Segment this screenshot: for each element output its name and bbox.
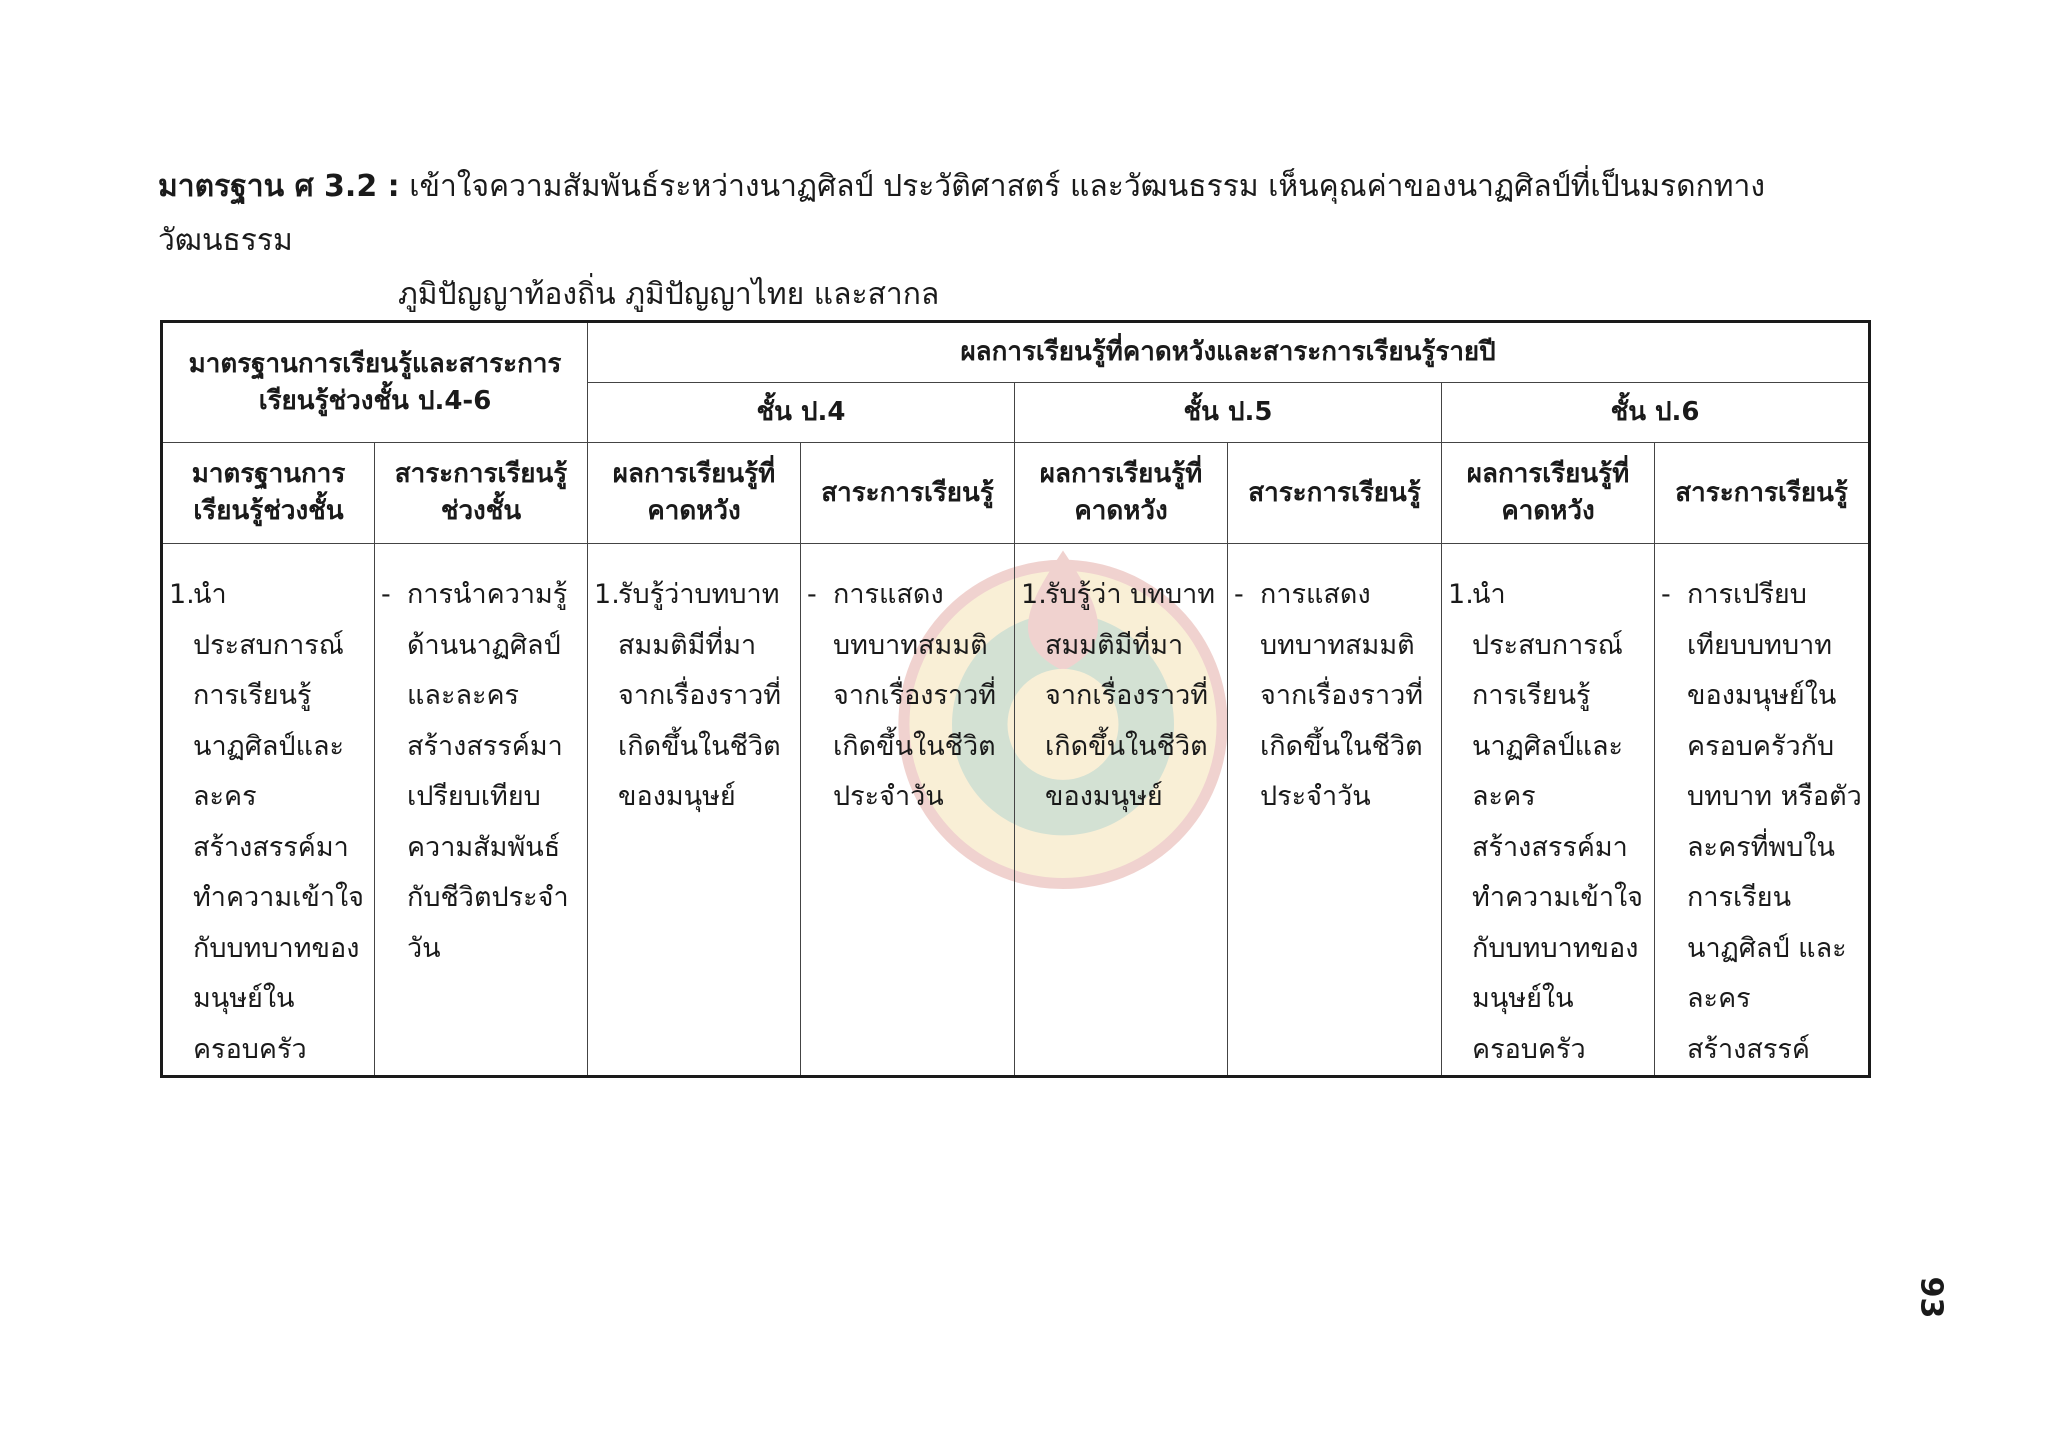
cell-content-p5: - การแสดงบทบาทสมมติจากเรื่องราวที่เกิดขึ้นในชีวิตประจำวัน [1228,544,1442,1077]
cell-range-content: - การนำความรู้ด้านนาฏศิลป์และละครสร้างสรรค์มาเปรียบเทียบความสัมพันธ์กับชีวิตประจำวัน [375,544,588,1077]
cell-content-p4: - การแสดงบทบาทสมมติจากเรื่องราวที่เกิดขึ้นในชีวิตประจำวัน [801,544,1015,1077]
subheader-expected-p4: ผลการเรียนรู้ที่คาดหวัง [588,443,801,544]
subheader-range-content: สาระการเรียนรู้ช่วงชั้น [375,443,588,544]
subheader-expected-p6: ผลการเรียนรู้ที่คาดหวัง [1442,443,1655,544]
subheader-expected-p5: ผลการเรียนรู้ที่คาดหวัง [1015,443,1228,544]
header-annual-outcomes: ผลการเรียนรู้ที่คาดหวังและสาระการเรียนรู้รายปี [588,322,1870,383]
subheader-content-p5: สาระการเรียนรู้ [1228,443,1442,544]
cell-expected-p4: 1. รับรู้ว่าบทบาทสมมติมีที่มาจากเรื่องราวที่เกิดขึ้นในชีวิตของมนุษย์ [588,544,801,1077]
header-standards-range: มาตรฐานการเรียนรู้และสาระการเรียนรู้ช่วงชั้น ป.4-6 [162,322,588,443]
curriculum-table [160,320,1871,1078]
cell-expected-p6: 1. นำประสบการณ์การเรียนรู้นาฏศิลป์และละครสร้างสรรค์มาทำความเข้าใจกับบทบาทของมนุษย์ในครอบครัว [1442,544,1655,1077]
subheader-content-p6: สาระการเรียนรู้ [1655,443,1870,544]
subheader-range-standard: มาตรฐานการเรียนรู้ช่วงชั้น [162,443,375,544]
cell-range-standard: 1. นำประสบการณ์การเรียนรู้นาฏศิลป์และละครสร้างสรรค์มาทำความเข้าใจกับบทบาทของมนุษย์ในครอบครัว [162,544,375,1077]
subheader-content-p4: สาระการเรียนรู้ [801,443,1015,544]
standard-heading [158,160,1888,322]
standard-text-line2: ภูมิปัญญาท้องถิ่น ภูมิปัญญาไทย และสากล [398,277,940,312]
standard-text-line1: เข้าใจความสัมพันธ์ระหว่างนาฏศิลป์ ประวัติศาสตร์ และวัฒนธรรม เห็นคุณค่าของนาฏศิลป์ที่เป็นมรดกทางวัฒนธรรม [158,169,1766,258]
cell-expected-p5: 1. รับรู้ว่า บทบาทสมมติมีที่มาจากเรื่องราวที่เกิดขึ้นในชีวิตของมนุษย์ [1015,544,1228,1077]
page-number: 93 [1913,1276,1949,1319]
table-row [162,544,1870,1077]
header-grade-4: ชั้น ป.4 [588,383,1015,443]
header-grade-6: ชั้น ป.6 [1442,383,1870,443]
cell-content-p6: - การเปรียบเทียบบทบาทของมนุษย์ในครอบครัวกับบทบาท หรือตัวละครที่พบในการเรียนนาฏศิลป์ และละครสร้างสรรค์ [1655,544,1870,1077]
header-grade-5: ชั้น ป.5 [1015,383,1442,443]
standard-label: มาตรฐาน ศ 3.2 : [158,169,400,204]
